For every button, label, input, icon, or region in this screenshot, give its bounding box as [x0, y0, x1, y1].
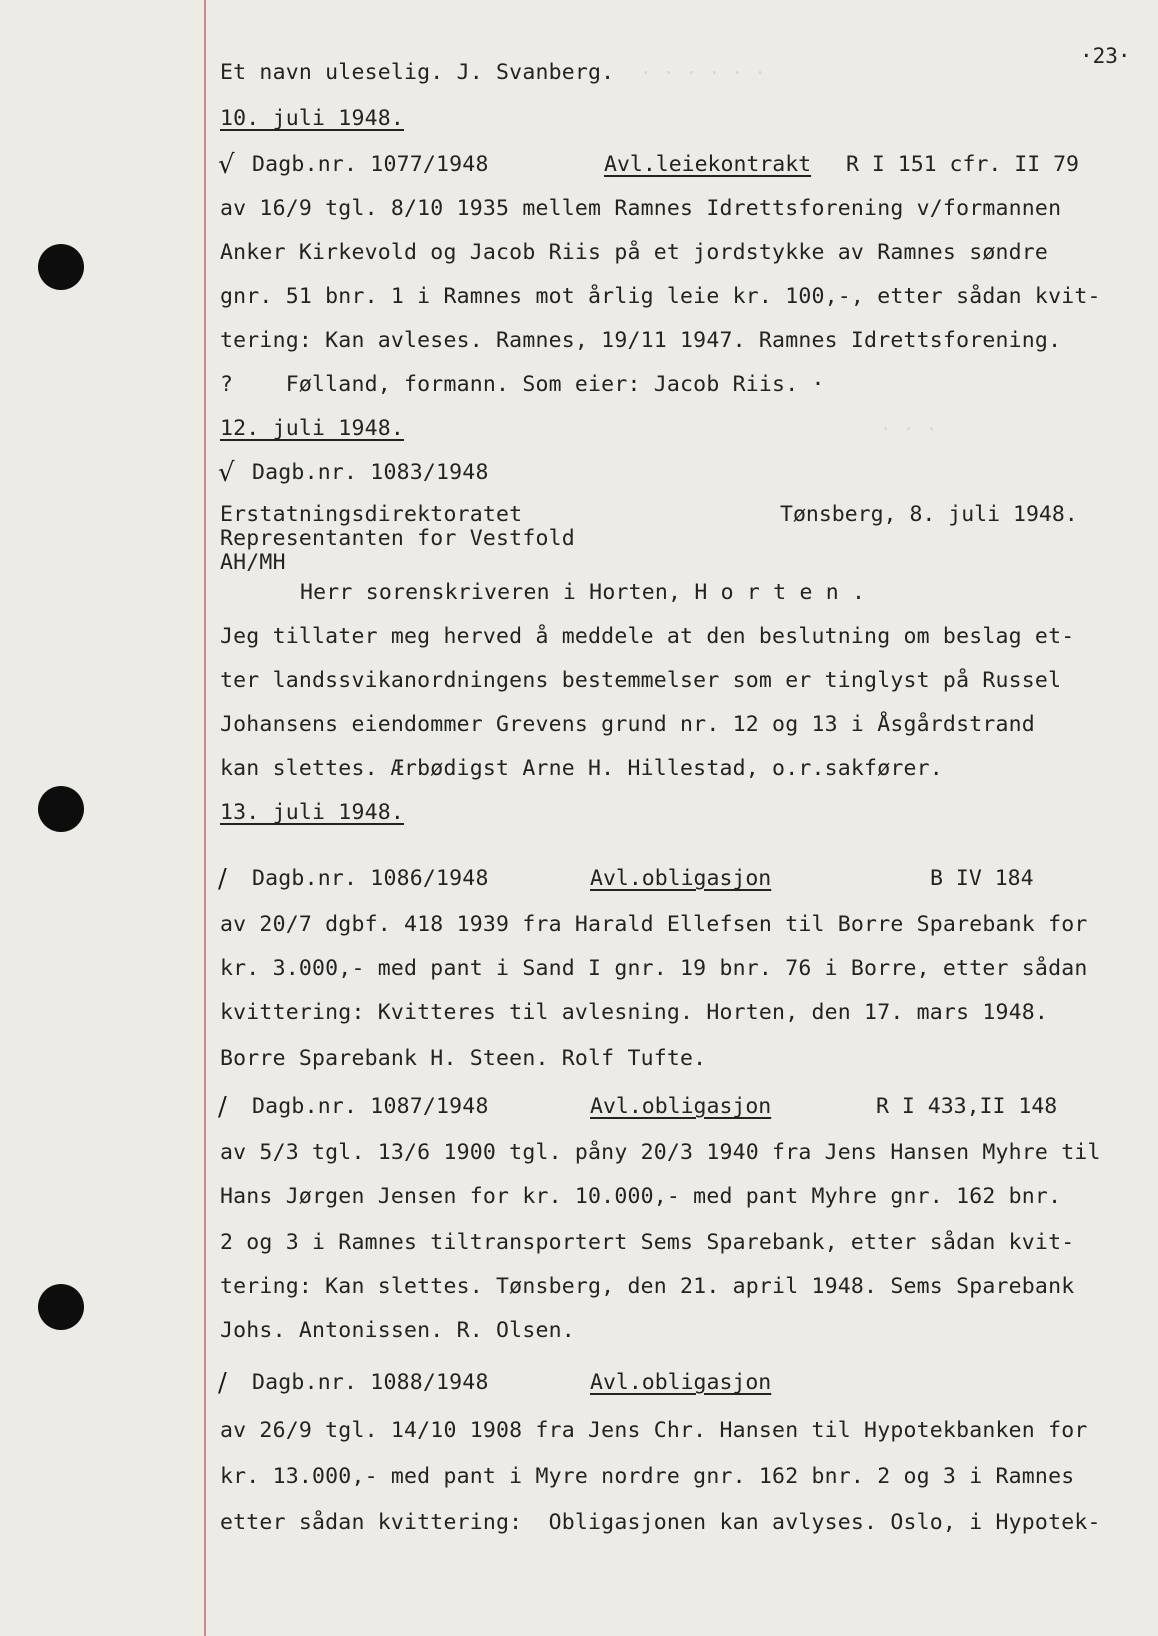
entry-dagb-number: Dagb.nr. 1083/1948	[252, 460, 489, 485]
entry-text-line: Johansens eiendommer Grevens grund nr. 12 og 13 i Åsgårdstrand	[220, 712, 1035, 737]
letter-salutation: Herr sorenskriveren i Horten, H o r t e n .	[300, 580, 866, 605]
entry-text-line: Jeg tillater meg herved å meddele at den beslutning om beslag et-	[220, 624, 1075, 649]
letter-sender: Erstatningsdirektoratet	[220, 502, 523, 527]
entry-text-line: Borre Sparebank H. Steen. Rolf Tufte.	[220, 1046, 707, 1071]
binder-hole	[38, 244, 84, 290]
entry-text-line: kan slettes. Ærbødigst Arne H. Hillestad, o.r.sakfører.	[220, 756, 943, 781]
entry-text-line: tering: Kan slettes. Tønsberg, den 21. april 1948. Sems Sparebank	[220, 1274, 1075, 1299]
entry-text-line: Hans Jørgen Jensen for kr. 10.000,- med pant Myhre gnr. 162 bnr.	[220, 1184, 1062, 1209]
entry-text-line: av 26/9 tgl. 14/10 1908 fra Jens Chr. Hansen til Hypotekbanken for	[220, 1418, 1088, 1443]
entry-text-line: av 5/3 tgl. 13/6 1900 tgl. påny 20/3 1940 fra Jens Hansen Myhre til	[220, 1140, 1101, 1165]
entry-text-line: ? Følland, formann. Som eier: Jacob Riis. ·	[220, 372, 825, 397]
margin-rule	[204, 0, 206, 1636]
entry-dagb-number: Dagb.nr. 1086/1948	[252, 866, 489, 891]
entry-text-line: etter sådan kvittering: Obligasjonen kan avlyses. Oslo, i Hypotek-	[220, 1510, 1101, 1535]
checkmark-icon: /	[218, 1092, 227, 1122]
header-line: Et navn uleselig. J. Svanberg.	[220, 60, 615, 85]
date-heading: 12. juli 1948.	[220, 416, 405, 441]
document-page: · · · · · · · · · ·23· Et navn uleselig. J. Svanberg. 10. juli 1948. √ Dagb.nr. 1077/1948 Avl.leiekontrakt R I 151 cfr. II 79 av 16/9 tgl. 8/10 1935 mellem Ramnes Idrettsforening v/formannen Anker Kirkevold og Jacob Riis på et jordstykke av Ramnes søndre gnr. 51 bnr. 1 i Ramnes mot årlig leie kr. 100,-, etter sådan kvit- tering: Kan avleses. Ramnes, 19/11 1947. Ramnes Idrettsforening. ? Følland, formann. Som eier: Jacob Riis. · 12. juli 1948. √ Dagb.nr. 1083/1948 Erstatningsdirektoratet Tønsberg, 8. juli 1948. Representanten for Vestfold AH/MH Herr sorenskriveren i Horten, H o r t e n . Jeg tillater meg herved å meddele at den beslutning om beslag et- ter landssvikanordningens bestemmelser som er tinglyst på Russel Johansens eiendommer Grevens grund nr. 12 og 13 i Åsgårdstrand kan slettes. Ærbødigst Arne H. Hillestad, o.r.sakfører. 13. juli 1948. / Dagb.nr. 1086/1948 Avl.obligasjon B IV 184 av 20/7 dgbf. 418 1939 fra Harald Ellefsen til Borre Sparebank for kr. 3.000,- med pant i Sand I gnr. 19 bnr. 76 i Borre, etter sådan kvittering: Kvitteres til avlesning. Horten, den 17. mars 1948. Borre Sparebank H. Steen. Rolf Tufte. / Dagb.nr. 1087/1948 Avl.obligasjon R I 433,II 148 av 5/3 tgl. 13/6 1900 tgl. påny 20/3 1940 fra Jens Hansen Myhre til Hans Jørgen Jensen for kr. 10.000,- med pant Myhre gnr. 162 bnr. 2 og 3 i Ramnes tiltransportert Sems Sparebank, etter sådan kvit- tering: Kan slettes. Tønsberg, den 21. april 1948. Sems Sparebank Johs. Antonissen. R. Olsen. / Dagb.nr. 1088/1948 Avl.obligasjon av 26/9 tgl. 14/10 1908 fra Jens Chr. Hansen til Hypotekbanken for kr. 13.000,- med pant i Myre nordre gnr. 162 bnr. 2 og 3 i Ramnes etter sådan kvittering: Obligasjonen kan avlyses. Oslo, i Hypotek-	[0, 0, 1158, 1636]
entry-dagb-number: Dagb.nr. 1088/1948	[252, 1370, 489, 1395]
entry-dagb-number: Dagb.nr. 1087/1948	[252, 1094, 489, 1119]
entry-text-line: 2 og 3 i Ramnes tiltransportert Sems Sparebank, etter sådan kvit-	[220, 1230, 1075, 1255]
date-heading: 10. juli 1948.	[220, 106, 405, 131]
letter-initials: AH/MH	[220, 550, 286, 575]
entry-text-line: gnr. 51 bnr. 1 i Ramnes mot årlig leie kr. 100,-, etter sådan kvit-	[220, 284, 1101, 309]
binder-hole	[38, 786, 84, 832]
entry-dagb-number: Dagb.nr. 1077/1948	[252, 152, 489, 177]
entry-reference: B IV 184	[930, 866, 1034, 891]
date-heading: 13. juli 1948.	[220, 800, 405, 825]
checkmark-icon: √	[218, 458, 235, 488]
entry-type: Avl.obligasjon	[590, 1094, 772, 1119]
entry-text-line: kr. 3.000,- med pant i Sand I gnr. 19 bnr. 76 i Borre, etter sådan	[220, 956, 1088, 981]
entry-text-line: kvittering: Kvitteres til avlesning. Horten, den 17. mars 1948.	[220, 1000, 1049, 1025]
entry-text-line: kr. 13.000,- med pant i Myre nordre gnr. 162 bnr. 2 og 3 i Ramnes	[220, 1464, 1075, 1489]
entry-type: Avl.obligasjon	[590, 866, 772, 891]
entry-text-line: tering: Kan avleses. Ramnes, 19/11 1947. Ramnes Idrettsforening.	[220, 328, 1062, 353]
entry-text-line: ter landssvikanordningens bestemmelser som er tinglyst på Russel	[220, 668, 1062, 693]
entry-text-line: Anker Kirkevold og Jacob Riis på et jordstykke av Ramnes søndre	[220, 240, 1049, 265]
entry-reference: R I 151 cfr. II 79	[846, 152, 1079, 177]
letter-sender: Representanten for Vestfold	[220, 526, 575, 551]
page-number: ·23·	[1080, 44, 1131, 68]
entry-text-line: av 16/9 tgl. 8/10 1935 mellem Ramnes Idrettsforening v/formannen	[220, 196, 1062, 221]
checkmark-icon: /	[218, 864, 227, 894]
entry-type: Avl.leiekontrakt	[604, 152, 812, 177]
entry-reference: R I 433,II 148	[876, 1094, 1058, 1119]
binder-hole	[38, 1284, 84, 1330]
entry-type: Avl.obligasjon	[590, 1370, 772, 1395]
entry-text-line: av 20/7 dgbf. 418 1939 fra Harald Ellefsen til Borre Sparebank for	[220, 912, 1088, 937]
letter-place-date: Tønsberg, 8. juli 1948.	[780, 502, 1078, 527]
checkmark-icon: /	[218, 1368, 227, 1398]
entry-text-line: Johs. Antonissen. R. Olsen.	[220, 1318, 575, 1343]
checkmark-icon: √	[218, 150, 235, 180]
